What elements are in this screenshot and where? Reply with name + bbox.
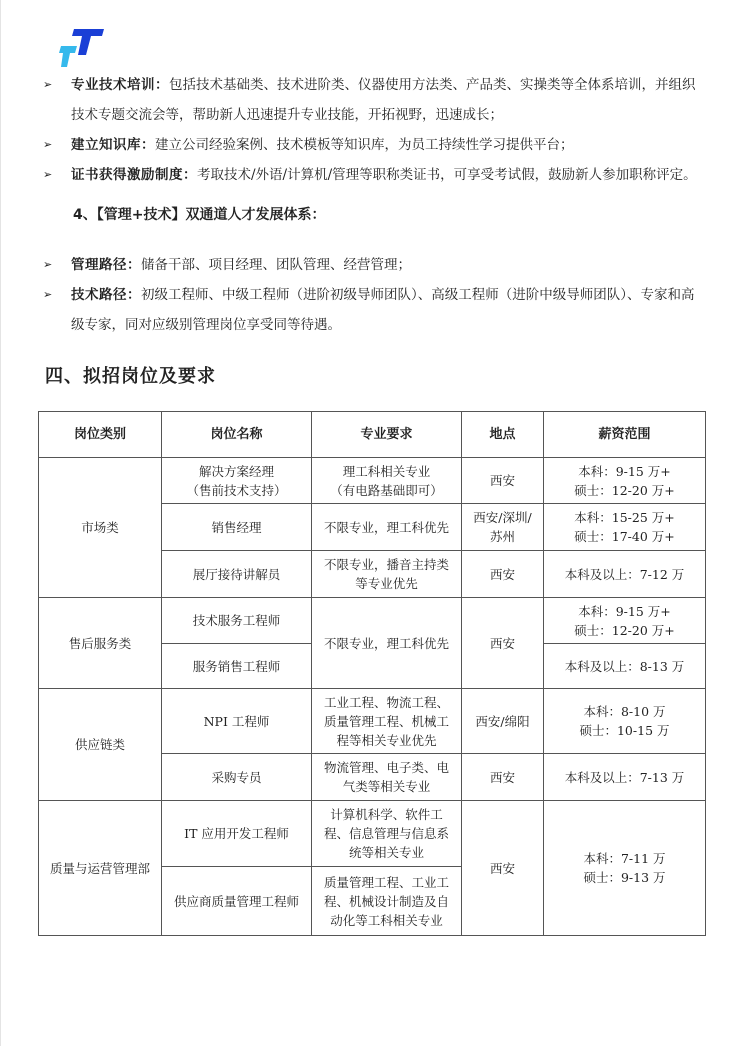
- arrow-bullet-icon: ➢: [43, 258, 53, 271]
- bullet-text: 初级工程师、中级工程师（进阶初级导师团队）、高级工程师（进阶中级导师团队）、专家和高级专家，同对应级别管理岗位享受同等待遇。: [71, 287, 695, 333]
- major-cell: 质量管理工程、工业工 程、机械设计制造及自 动化等工科相关专业: [312, 867, 462, 936]
- bullet-certificate: [43, 160, 703, 190]
- table-row: [39, 801, 706, 867]
- position-cell: 供应商质量管理工程师: [162, 867, 312, 936]
- table-row: [39, 689, 706, 754]
- position-cell: 技术服务工程师: [162, 598, 312, 644]
- table-header-row: [39, 412, 706, 458]
- salary-cell: 本科：7-11 万 硕士：9-13 万: [544, 801, 706, 936]
- page-edge: [0, 0, 1, 1046]
- location-cell: 西安: [462, 458, 544, 504]
- salary-cell: 本科及以上：7-13 万: [544, 754, 706, 801]
- bullet-label: 证书获得激励制度：: [71, 167, 197, 183]
- bullet-knowledge-base: [43, 130, 703, 160]
- arrow-bullet-icon: ➢: [43, 78, 53, 91]
- location-cell: 西安: [462, 551, 544, 598]
- logo-light-shape: [59, 46, 77, 67]
- category-cell: 供应链类: [39, 689, 162, 801]
- category-cell: 售后服务类: [39, 598, 162, 689]
- bullet-text: 考取技术/外语/计算机/管理等职称类证书，可享受考试假，鼓励新人参加职称评定。: [197, 167, 697, 183]
- table-row: [39, 458, 706, 504]
- location-cell: 西安: [462, 754, 544, 801]
- salary-cell: 本科：15-25 万+ 硕士：17-40 万+: [544, 504, 706, 551]
- arrow-bullet-icon: ➢: [43, 288, 53, 301]
- salary-cell: 本科及以上：7-12 万: [544, 551, 706, 598]
- bullet-management-path: [43, 250, 703, 280]
- position-cell: 采购专员: [162, 754, 312, 801]
- company-logo: [58, 29, 104, 67]
- location-cell: 西安: [462, 598, 544, 689]
- bullet-text: 储备干部、项目经理、团队管理、经营管理；: [141, 257, 411, 273]
- positions-table: [38, 411, 706, 936]
- major-cell: 理工科相关专业 （有电路基础即可）: [312, 458, 462, 504]
- location-cell: 西安/深圳/ 苏州: [462, 504, 544, 551]
- salary-cell: 本科：9-15 万+ 硕士：12-20 万+: [544, 458, 706, 504]
- location-cell: 西安: [462, 801, 544, 936]
- major-cell: 不限专业，理工科优先: [312, 504, 462, 551]
- salary-cell: 本科及以上：8-13 万: [544, 644, 706, 689]
- sub-heading: 4、【管理+技术】双通道人才发展体系：: [73, 207, 326, 223]
- location-cell: 西安/绵阳: [462, 689, 544, 754]
- position-cell: 服务销售工程师: [162, 644, 312, 689]
- major-cell: 计算机科学、软件工 程、信息管理与信息系 统等相关专业: [312, 801, 462, 867]
- major-cell: 工业工程、物流工程、 质量管理工程、机械工 程等相关专业优先: [312, 689, 462, 754]
- category-cell: 市场类: [39, 458, 162, 598]
- position-cell: NPI 工程师: [162, 689, 312, 754]
- bullet-training: [43, 70, 703, 130]
- bullet-label: 管理路径：: [71, 257, 141, 273]
- header-category: 岗位类别: [39, 412, 162, 458]
- header-major: 专业要求: [312, 412, 462, 458]
- major-cell: 物流管理、电子类、电 气类等相关专业: [312, 754, 462, 801]
- logo-dark-shape: [72, 29, 104, 55]
- position-cell: 解决方案经理 （售前技术支持）: [162, 458, 312, 504]
- salary-cell: 本科：8-10 万 硕士：10-15 万: [544, 689, 706, 754]
- header-salary: 薪资范围: [544, 412, 706, 458]
- header-location: 地点: [462, 412, 544, 458]
- table-row: [39, 598, 706, 644]
- position-cell: IT 应用开发工程师: [162, 801, 312, 867]
- salary-cell: 本科：9-15 万+ 硕士：12-20 万+: [544, 598, 706, 644]
- bullet-technical-path: [43, 280, 703, 340]
- major-cell: 不限专业，播音主持类 等专业优先: [312, 551, 462, 598]
- header-position: 岗位名称: [162, 412, 312, 458]
- bullet-label: 技术路径：: [71, 287, 141, 303]
- position-cell: 销售经理: [162, 504, 312, 551]
- bullet-text: 包括技术基础类、技术进阶类、仪器使用方法类、产品类、实操类等全体系培训，并组织技术专题交流会等，帮助新人迅速提升专业技能，开拓视野，迅速成长；: [71, 77, 696, 123]
- arrow-bullet-icon: ➢: [43, 168, 53, 181]
- bullet-text: 建立公司经验案例、技术模板等知识库，为员工持续性学习提供平台；: [155, 137, 574, 153]
- major-cell: 不限专业，理工科优先: [312, 598, 462, 689]
- section-title: 四、拟招岗位及要求: [45, 366, 216, 387]
- category-cell: 质量与运营管理部: [39, 801, 162, 936]
- position-cell: 展厅接待讲解员: [162, 551, 312, 598]
- bullet-label: 建立知识库：: [71, 137, 155, 153]
- arrow-bullet-icon: ➢: [43, 138, 53, 151]
- bullet-label: 专业技术培训：: [71, 77, 169, 93]
